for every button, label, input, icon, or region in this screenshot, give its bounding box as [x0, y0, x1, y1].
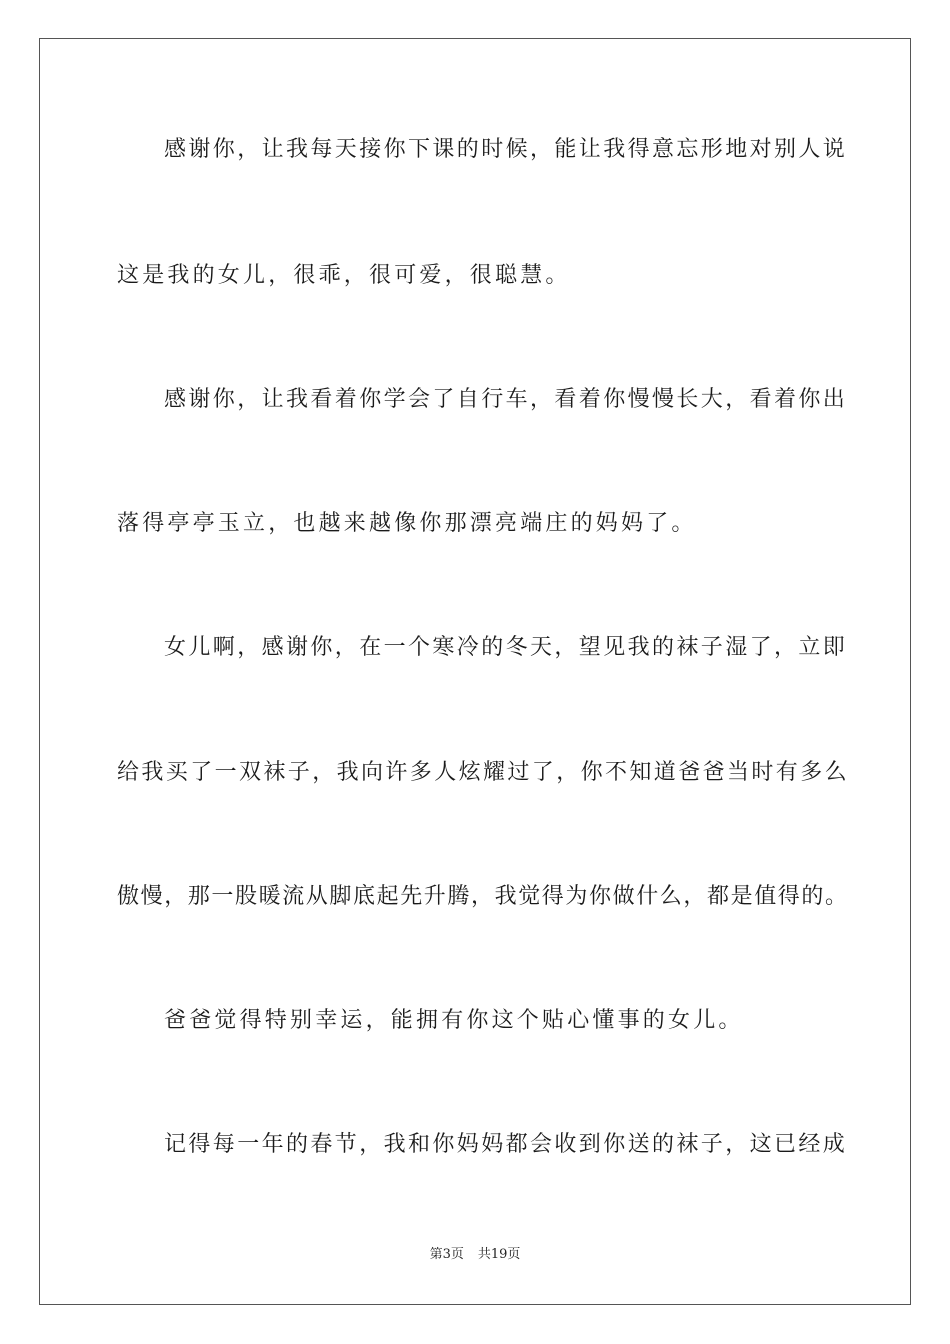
paragraph-line: 女儿啊，感谢你，在一个寒冷的冬天，望见我的袜子湿了，立即 [164, 635, 848, 660]
page-border [39, 38, 911, 1305]
paragraph-line: 落得亭亭玉立，也越来越像你那漂亮端庄的妈妈了。 [117, 511, 697, 536]
paragraph-line: 感谢你，让我每天接你下课的时候，能让我得意忘形地对别人说 [164, 137, 848, 162]
paragraph-line: 这是我的女儿，很乖，很可爱，很聪慧。 [117, 263, 571, 288]
page-number: 第3页 [429, 1247, 464, 1262]
page-total: 共19页 [477, 1247, 521, 1262]
paragraph-line: 记得每一年的春节，我和你妈妈都会收到你送的袜子，这已经成 [164, 1132, 848, 1157]
paragraph-line: 给我买了一双袜子，我向许多人炫耀过了，你不知道爸爸当时有多么 [117, 760, 850, 785]
paragraph-line: 爸爸觉得特别幸运，能拥有你这个贴心懂事的女儿。 [164, 1008, 744, 1033]
paragraph-line: 感谢你，让我看着你学会了自行车，看着你慢慢长大，看着你出 [164, 387, 848, 412]
paragraph-line: 傲慢，那一股暖流从脚底起先升腾，我觉得为你做什么，都是值得的。 [117, 884, 849, 909]
page-footer [0, 1246, 950, 1264]
